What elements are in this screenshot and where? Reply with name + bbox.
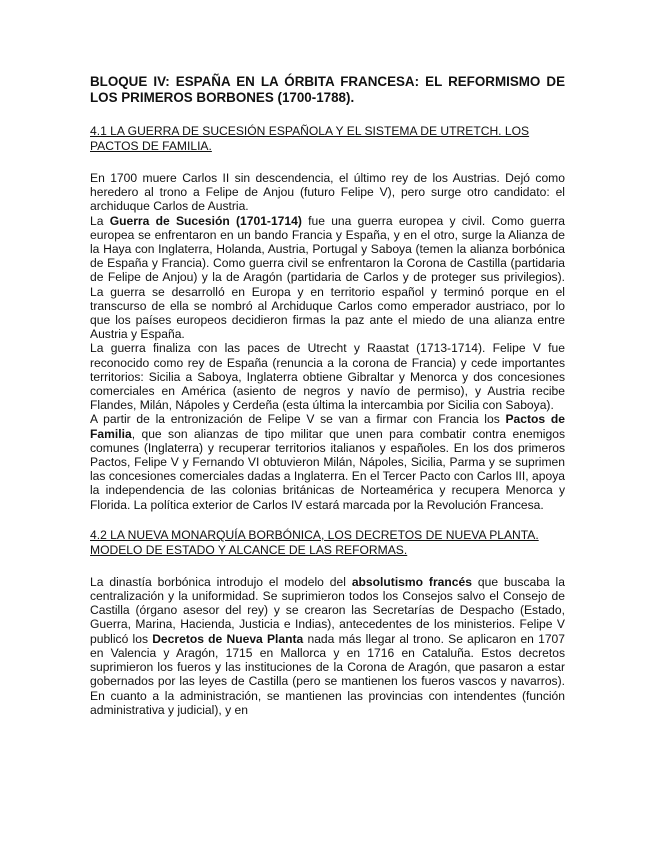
paragraph-text: La dinastía borbónica introdujo el modelo del xyxy=(90,574,352,589)
paragraph-text: A partir de la entronización de Felipe V se van a firmar con Francia los xyxy=(90,412,506,427)
paragraph: La guerra finaliza con las paces de Utrecht y Raastat (1713-1714). Felipe V fue reconocido como rey de España (renuncia a la corona de Francia) y cede importantes territorios: Sicilia a Saboya, Inglaterra obtiene Gibraltar y Menorca y dos concesiones comerciales en América (asiento de negros y navío de permiso), y Austria recibe Flandes, Milán, Nápoles y Cerdeña (esta última la intercambia por Sicilia con Saboya). xyxy=(90,341,565,413)
paragraph xyxy=(90,575,565,717)
paragraph: En 1700 muere Carlos II sin descendencia, el último rey de los Austrias. Dejó como heredero al trono a Felipe de Anjou (futuro Felipe V), pero surge otro candidato: el archiduque Carlos de Austria. xyxy=(90,171,565,214)
paragraph-text: , que son alianzas de tipo militar que unen para combatir contra enemigos comunes (Inglaterra) y recuperar territorios italianos y españoles. En los dos primeros Pactos, Felipe V y Fernando VI obtuvieron Milán, Nápoles, Sicilia, Parma y se suprimen las concesiones comerciales dadas a Inglaterra. En el Tercer Pacto con Carlos III, apoya la independencia de las colonias británicas de Norteamérica y recupera Menorca y Florida. La política exterior de Carlos IV estará marcada por la Revolución Francesa. xyxy=(90,426,565,512)
bold-term: Pactos de Familia xyxy=(90,412,565,441)
bold-term: Decretos de Nueva Planta xyxy=(152,631,304,646)
paragraph xyxy=(90,214,565,342)
section-4-2 xyxy=(90,528,565,717)
bold-term: Guerra de Sucesión (1701-1714) xyxy=(109,213,302,228)
spacer xyxy=(90,512,565,528)
section-4-1 xyxy=(90,124,565,512)
paragraph-text: La xyxy=(90,213,110,228)
section-heading: 4.1 LA GUERRA DE SUCESIÓN ESPAÑOLA Y EL SISTEMA DE UTRETCH. LOS PACTOS DE FAMILIA. xyxy=(90,124,530,153)
paragraph-text: nada más llegar al trono. Se aplicaron en 1707 en Valencia y Aragón, 1715 en Mallorca y en 1716 en Cataluña. Estos decretos suprimieron los fueros y las instituciones de la Corona de Aragón, que pasaron a estar gobernados por las leyes de Castilla (pero se mantienen los fueros vascos y navarros). En cuanto a la administración, se mantienen las provincias con intendentes (función administrativa y judicial), y en xyxy=(90,631,565,717)
paragraph xyxy=(90,412,565,511)
paragraph-text: que buscaba la centralización y la uniformidad. Se suprimieron todos los Consejos salvo el Consejo de Castilla (órgano asesor del rey) y se crearon las Secretarías de Despacho (Estado, Guerra, Marina, Hacienda, Justicia e Indias), antecedentes de los ministerios. Felipe V publicó los xyxy=(90,574,565,646)
section-heading: 4.2 LA NUEVA MONARQUÍA BORBÓNICA, LOS DECRETOS DE NUEVA PLANTA. MODELO DE ESTADO Y ALCANCE DE LAS REFORMAS. xyxy=(90,527,539,557)
document-title: BLOQUE IV: ESPAÑA EN LA ÓRBITA FRANCESA: EL REFORMISMO DE LOS PRIMEROS BORBONES (1700-1788). xyxy=(90,74,565,105)
bold-term: absolutismo francés xyxy=(351,574,472,589)
document-page xyxy=(90,74,565,717)
paragraph-text: fue una guerra europea y civil. Como guerra europea se enfrentaron en un bando Francia y España, y en el otro, surge la Alianza de la Haya con Inglaterra, Holanda, Austria, Portugal y Saboya (temen la alianza borbónica de España y Francia). Como guerra civil se enfrentaron la Corona de Castilla (partidaria de Felipe de Anjou) y la de Aragón (partidaria de Carlos y de proteger sus privilegios). La guerra se desarrolló en Europa y en territorio español y terminó porque en el transcurso de ella se nombró al Archiduque Carlos como emperador austriaco, por lo que los países europeos decidieron firmas la paz ante el miedo de una alianza entre Austria y España. xyxy=(90,213,565,342)
